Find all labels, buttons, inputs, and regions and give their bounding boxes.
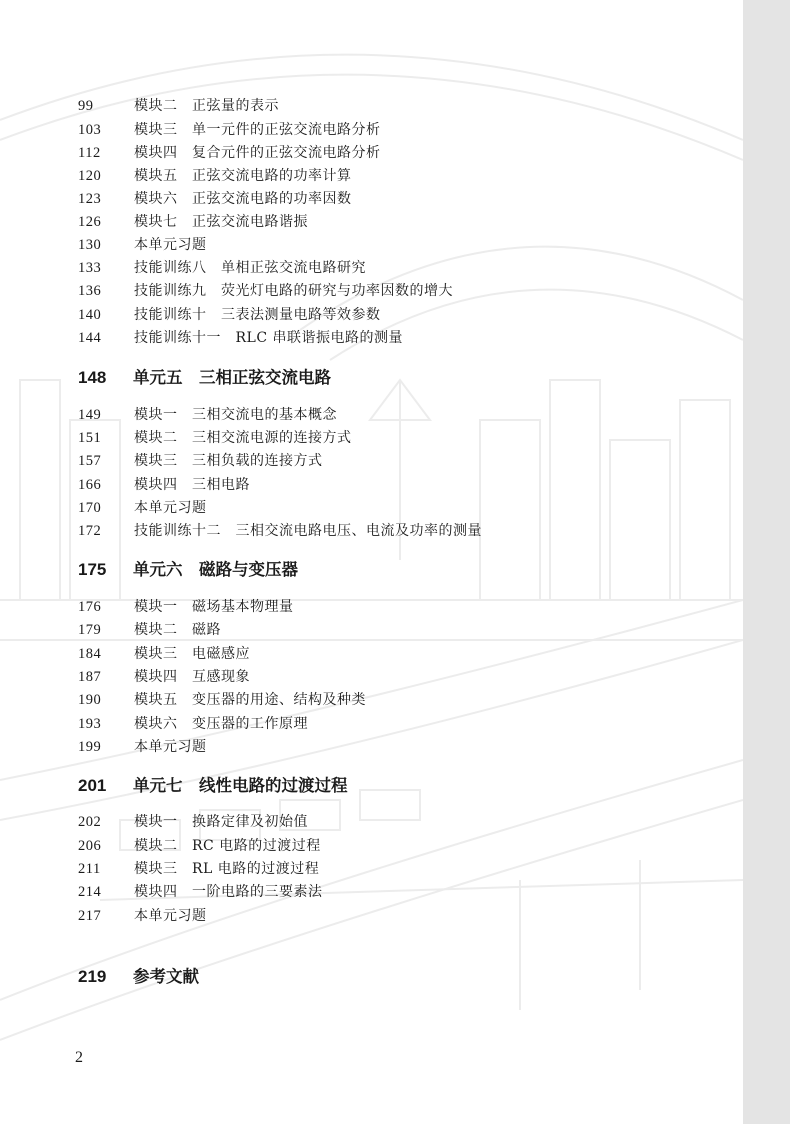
page-number: 2: [75, 1049, 83, 1066]
entry-title: 技能训练八 单相正弦交流电路研究: [134, 260, 366, 276]
entry-title: 本单元习题: [134, 908, 207, 924]
unit-page-number: 148: [78, 368, 107, 387]
unit-page-number: 201: [78, 776, 107, 795]
entry-page-number: 157: [78, 453, 102, 469]
entry-title: 技能训练十二 三相交流电路电压、电流及功率的测量: [134, 523, 482, 539]
entry-page-number: 149: [78, 407, 102, 423]
unit-title: 单元五 三相正弦交流电路: [133, 368, 331, 387]
entry-title: 本单元习题: [134, 739, 207, 755]
unit-title: 单元六 磁路与变压器: [133, 560, 298, 579]
entry-title: 模块三 电磁感应: [134, 646, 250, 662]
entry-title: 模块一 三相交流电的基本概念: [134, 407, 337, 423]
entry-page-number: 184: [78, 646, 102, 662]
entry-page-number: 151: [78, 430, 102, 446]
entry-title: 模块一 磁场基本物理量: [134, 599, 294, 615]
entry-page-number: 133: [78, 260, 102, 276]
entry-title: 模块二 三相交流电源的连接方式: [134, 430, 352, 446]
entry-page-number: 190: [78, 692, 102, 708]
entry-title: 本单元习题: [134, 237, 207, 253]
entry-page-number: 123: [78, 191, 102, 207]
entry-page-number: 217: [78, 908, 102, 924]
entry-page-number: 140: [78, 307, 102, 323]
entry-page-number: 206: [78, 838, 102, 854]
entry-page-number: 103: [78, 122, 102, 138]
entry-page-number: 112: [78, 145, 101, 161]
entry-page-number: 99: [78, 98, 94, 114]
entry-title: 模块四 复合元件的正弦交流电路分析: [134, 145, 381, 161]
entry-title: 模块一 换路定律及初始值: [134, 814, 308, 830]
entry-page-number: 199: [78, 739, 102, 755]
entry-page-number: 179: [78, 622, 102, 638]
entry-page-number: 120: [78, 168, 102, 184]
entry-page-number: 170: [78, 500, 102, 516]
entry-title: 模块五 变压器的用途、结构及种类: [134, 692, 366, 708]
entry-title: 模块五 正弦交流电路的功率计算: [134, 168, 352, 184]
entry-title: 模块四 互感现象: [134, 669, 250, 685]
unit-title: 单元七 线性电路的过渡过程: [133, 776, 348, 795]
entry-title: 模块二 磁路: [134, 622, 221, 638]
entry-page-number: 130: [78, 237, 102, 253]
entry-title: 模块七 正弦交流电路谐振: [134, 214, 308, 230]
entry-title: 模块六 正弦交流电路的功率因数: [134, 191, 352, 207]
entry-title: 技能训练九 荧光灯电路的研究与功率因数的增大: [134, 283, 453, 299]
entry-page-number: 214: [78, 884, 102, 900]
entry-page-number: 176: [78, 599, 102, 615]
entry-page-number: 187: [78, 669, 102, 685]
entry-page-number: 144: [78, 330, 102, 346]
entry-title: 模块六 变压器的工作原理: [134, 716, 308, 732]
entry-title: 模块二 正弦量的表示: [134, 98, 279, 114]
entry-title: 模块三 RL 电路的过渡过程: [134, 861, 320, 877]
entry-title: 技能训练十 三表法测量电路等效参数: [134, 307, 381, 323]
entry-page-number: 193: [78, 716, 102, 732]
entry-title: 模块三 三相负载的连接方式: [134, 453, 323, 469]
entry-title: 模块四 三相电路: [134, 477, 250, 493]
entry-title: 模块二 RC 电路的过渡过程: [134, 838, 321, 854]
unit-page-number: 219: [78, 967, 107, 986]
unit-title: 参考文献: [133, 967, 199, 986]
unit-page-number: 175: [78, 560, 107, 579]
entry-title: 本单元习题: [134, 500, 207, 516]
entry-page-number: 136: [78, 283, 102, 299]
entry-page-number: 202: [78, 814, 102, 830]
entry-title: 模块三 单一元件的正弦交流电路分析: [134, 122, 381, 138]
entry-page-number: 166: [78, 477, 102, 493]
entry-page-number: 172: [78, 523, 102, 539]
entry-page-number: 211: [78, 861, 101, 877]
entry-title: 技能训练十一 RLC 串联谐振电路的测量: [134, 330, 403, 346]
entry-title: 模块四 一阶电路的三要素法: [134, 884, 323, 900]
page-edge-strip: [743, 0, 790, 1124]
entry-page-number: 126: [78, 214, 102, 230]
